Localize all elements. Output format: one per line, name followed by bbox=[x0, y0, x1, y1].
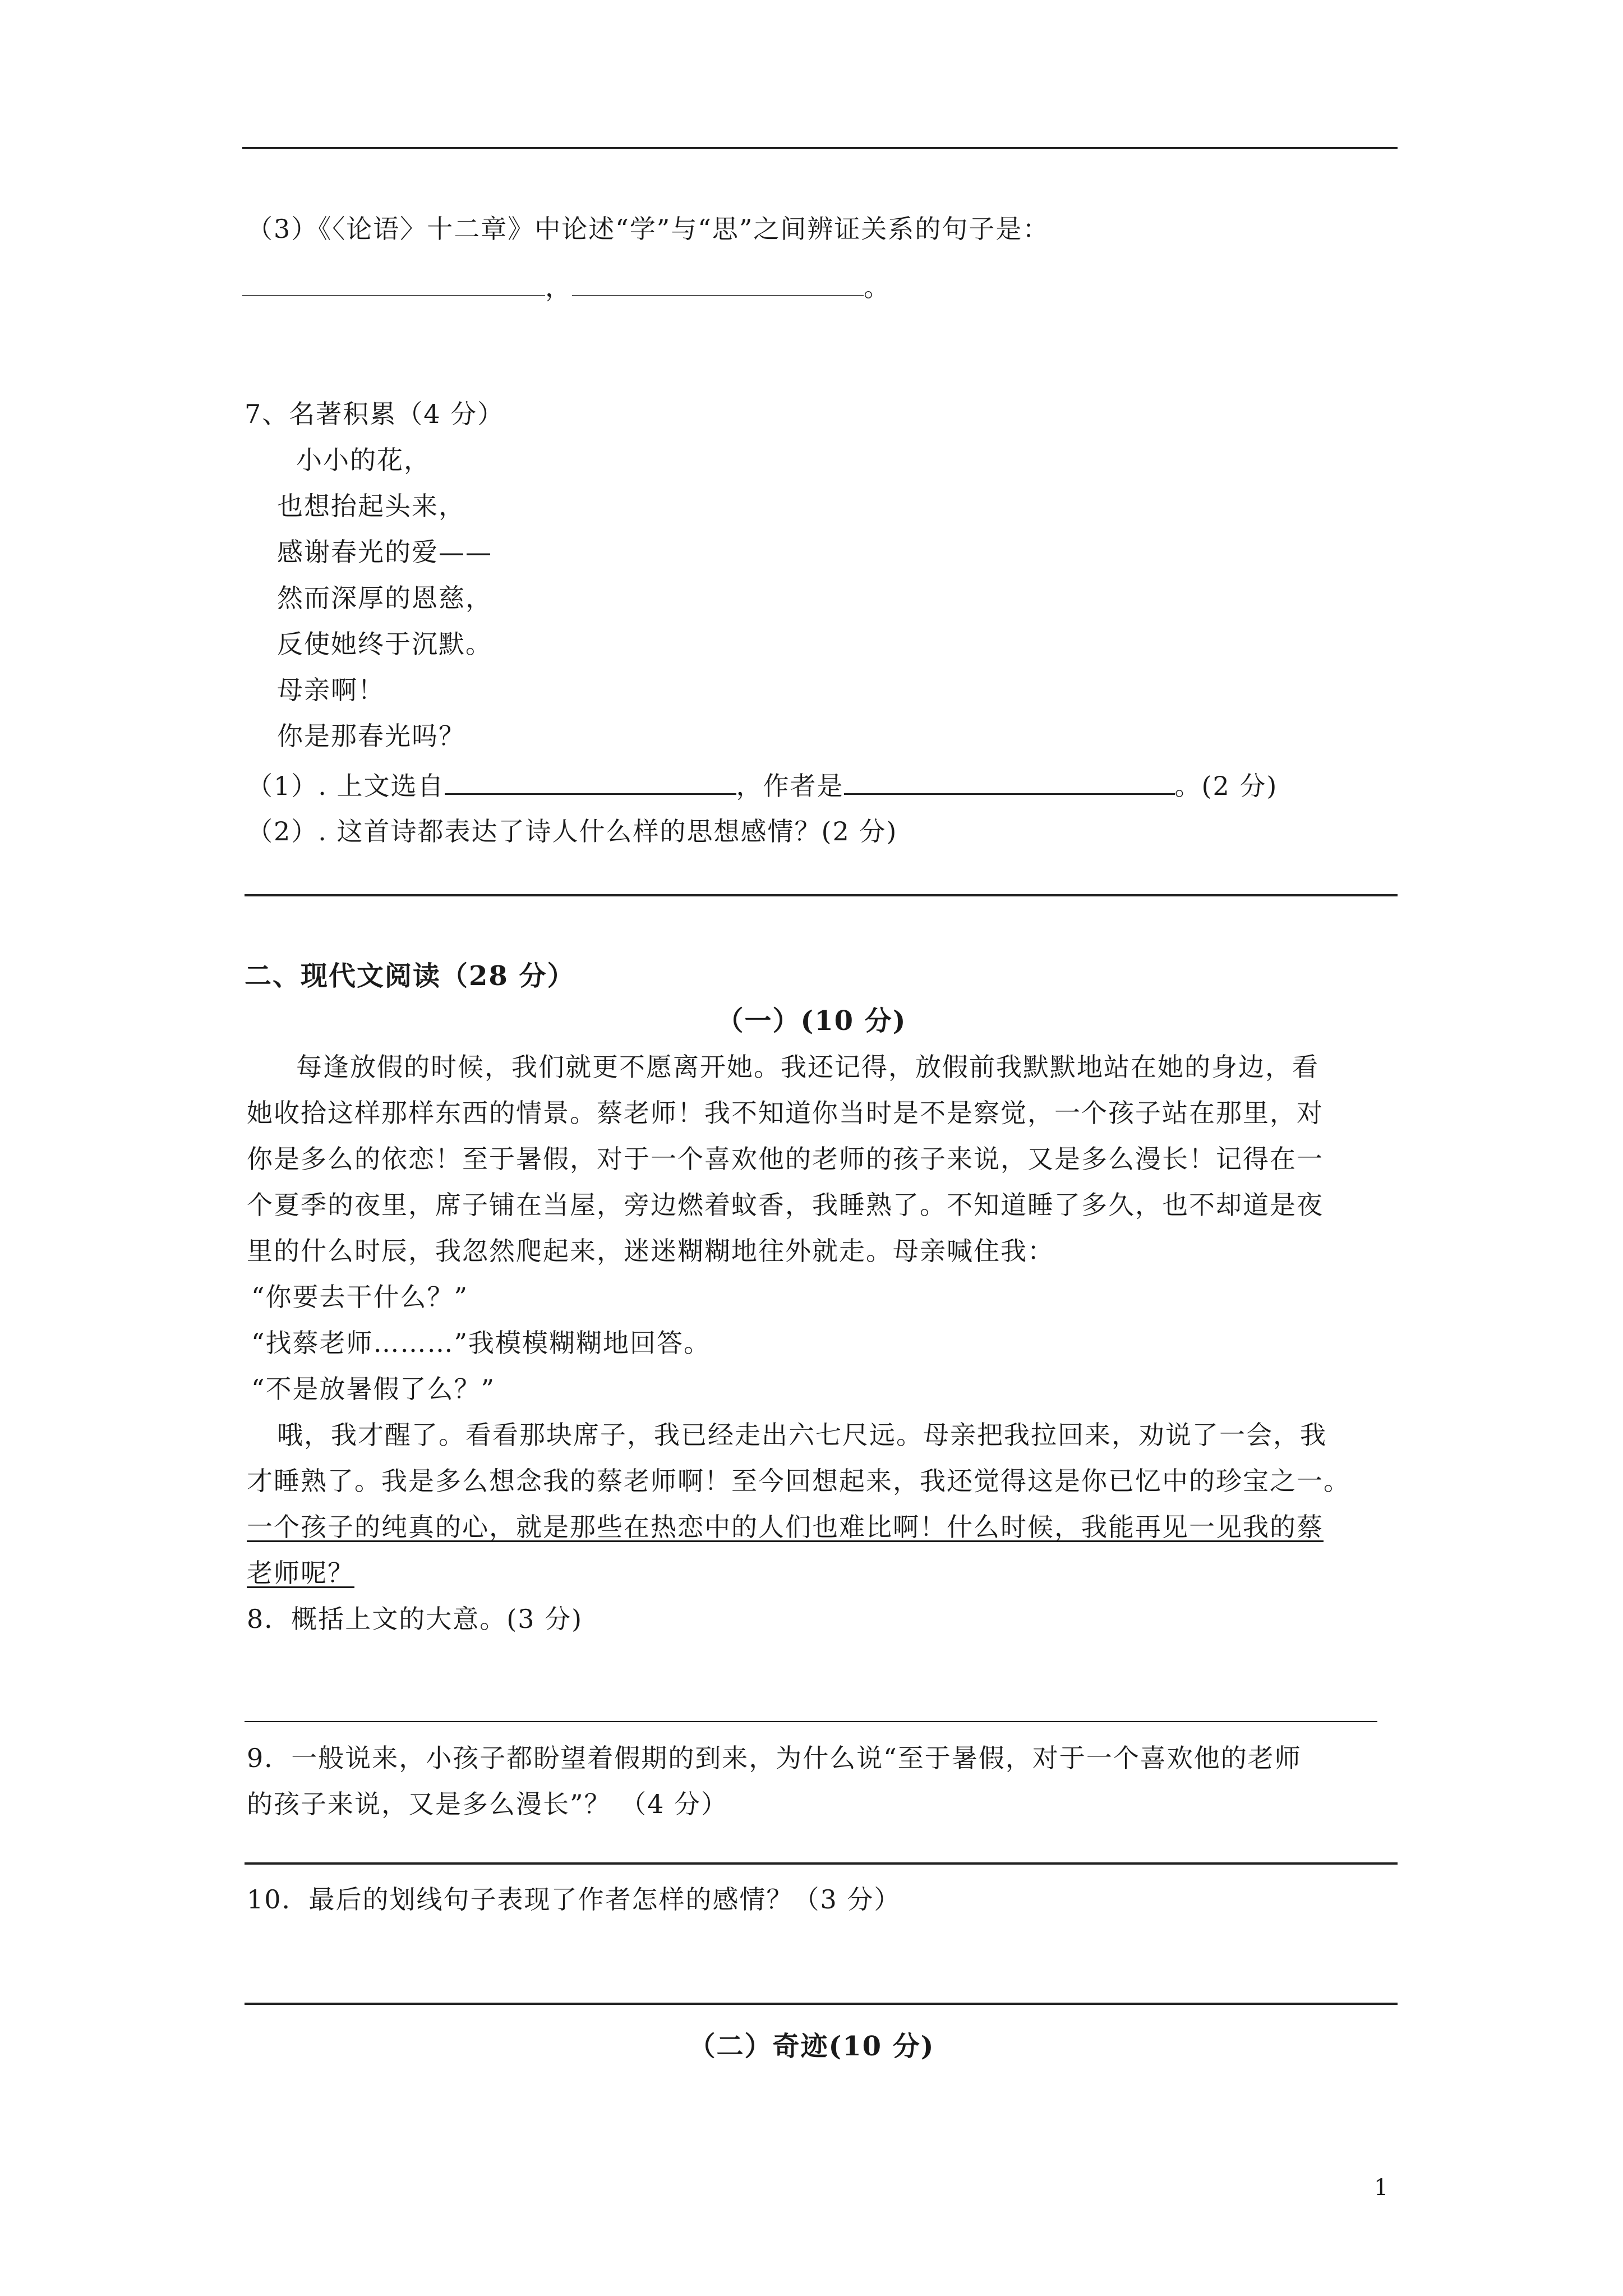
poem-line-6: 母亲啊！ bbox=[277, 675, 385, 705]
part2-title: （二）奇迹(10 分) bbox=[688, 2031, 935, 2062]
q7-sub1-prefix: （1）. 上文选自 bbox=[247, 771, 445, 801]
header-rule bbox=[242, 147, 1398, 149]
poem-line-7: 你是那春光吗？ bbox=[277, 721, 465, 751]
q7-sub2: （2）. 这首诗都表达了诗人什么样的思想感情？(2 分) bbox=[247, 816, 898, 846]
answer-blank-1[interactable] bbox=[242, 270, 545, 296]
para2-line-2: 才睡熟了。我是多么想念我的蔡老师啊！至今回想起来，我还觉得这是你已忆中的珍宝之一。 bbox=[247, 1466, 1350, 1496]
para1-line-1: 每逢放假的时候，我们就更不愿离开她。我还记得，放假前我默默地站在她的身边，看 bbox=[296, 1052, 1319, 1082]
author-blank[interactable] bbox=[844, 769, 1175, 795]
q7-sub1-mid: ，作者是 bbox=[736, 771, 844, 801]
para1-line-2: 她收拾这样那样东西的情景。蔡老师！我不知道你当时是不是察觉，一个孩子站在那里，对 bbox=[247, 1098, 1324, 1128]
q8-answer-rule bbox=[245, 1721, 1377, 1722]
para1-line-4: 个夏季的夜里，席子铺在当屋，旁边燃着蚊香，我睡熟了。不知道睡了多久，也不却道是夜 bbox=[247, 1190, 1324, 1220]
q7-title: 7、名著积累（4 分） bbox=[245, 399, 505, 429]
poem-line-2: 也想抬起头来， bbox=[277, 491, 465, 521]
q9-answer-rule bbox=[245, 1862, 1398, 1865]
q10-answer-rule bbox=[245, 2003, 1398, 2005]
poem-line-4: 然而深厚的恩慈， bbox=[277, 583, 492, 613]
q9-line-2: 的孩子来说，又是多么漫长”？ （4 分） bbox=[247, 1789, 728, 1819]
q7-sub1 bbox=[247, 769, 1278, 803]
period: 。 bbox=[864, 272, 891, 302]
poem-line-1: 小小的花， bbox=[296, 445, 431, 475]
q6-3-answer-line bbox=[242, 270, 891, 304]
source-blank[interactable] bbox=[445, 769, 736, 795]
q6-3-text: （3）《〈论语〉十二章》中论述“学”与“思”之间辨证关系的句子是： bbox=[247, 214, 1050, 244]
q9-line-1: 9．一般说来，小孩子都盼望着假期的到来，为什么说“至于暑假，对于一个喜欢他的老师 bbox=[247, 1743, 1302, 1773]
poem-line-3: 感谢春光的爱—— bbox=[277, 537, 492, 567]
page-number: 1 bbox=[1374, 2175, 1390, 2201]
q8-text: 8．概括上文的大意。(3 分) bbox=[247, 1604, 583, 1634]
dialog-line-3: “不是放暑假了么？” bbox=[251, 1374, 496, 1404]
underlined-line-2: 老师呢？ bbox=[247, 1558, 354, 1588]
para1-line-5: 里的什么时辰，我忽然爬起来，迷迷糊糊地往外就走。母亲喊住我： bbox=[247, 1236, 1054, 1266]
comma: ， bbox=[545, 272, 572, 302]
para1-line-3: 你是多么的依恋！至于暑假，对于一个喜欢他的老师的孩子来说，又是多么漫长！记得在一 bbox=[247, 1144, 1324, 1174]
poem-line-5: 反使她终于沉默。 bbox=[277, 629, 492, 659]
dialog-line-1: “你要去干什么？” bbox=[251, 1282, 469, 1312]
section2-title: 二、现代文阅读（28 分） bbox=[245, 960, 575, 992]
q10-text: 10．最后的划线句子表现了作者怎样的感情？（3 分） bbox=[247, 1884, 901, 1915]
q7-sub1-suffix: 。(2 分) bbox=[1174, 771, 1278, 801]
answer-blank-2[interactable] bbox=[572, 270, 864, 296]
para2-line-1: 哦，我才醒了。看看那块席子，我已经走出六七尺远。母亲把我拉回来，劝说了一会，我 bbox=[277, 1420, 1327, 1450]
dialog-line-2: “找蔡老师………”我模模糊糊地回答。 bbox=[251, 1328, 711, 1358]
q7-answer-rule bbox=[245, 894, 1398, 896]
part1-title: （一）(10 分) bbox=[716, 1005, 907, 1037]
underlined-line-1: 一个孩子的纯真的心，就是那些在热恋中的人们也难比啊！什么时候，我能再见一见我的蔡 bbox=[247, 1512, 1324, 1542]
